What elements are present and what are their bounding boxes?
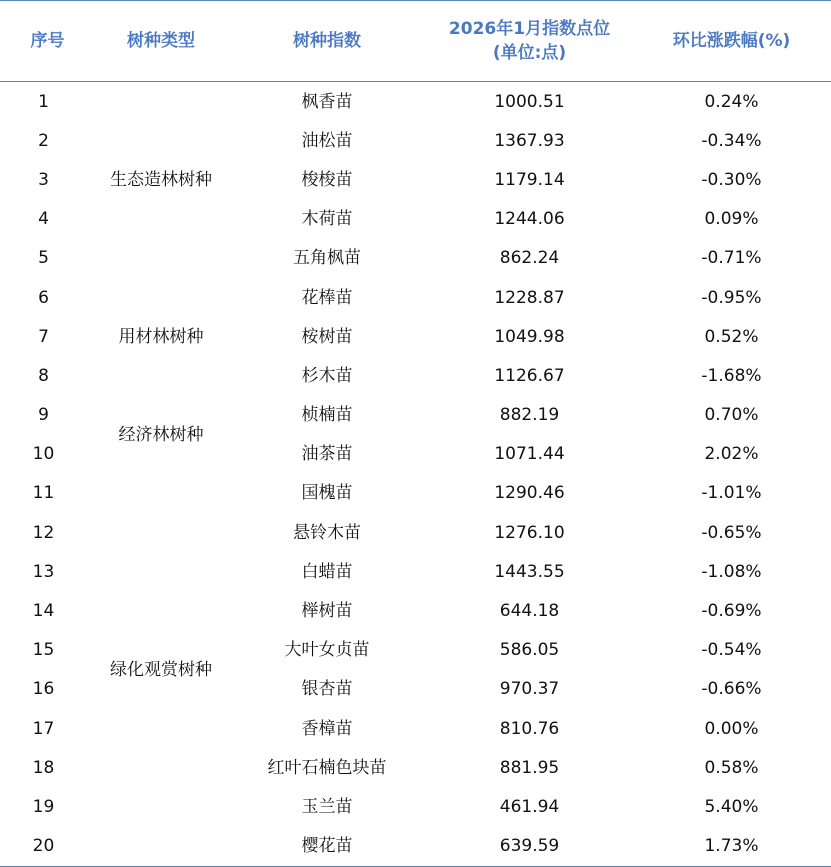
row-number: 9	[38, 405, 49, 426]
index-points: 1244.06	[494, 209, 565, 230]
species-name: 油茶苗	[301, 444, 353, 465]
month-change: 1.73%	[704, 836, 759, 857]
row-number: 20	[32, 836, 55, 857]
month-change: 0.70%	[704, 405, 759, 426]
row-number: 13	[32, 561, 55, 582]
row-number: 10	[32, 444, 55, 465]
month-change: -0.71%	[701, 248, 762, 269]
month-change: 2.02%	[704, 444, 759, 465]
species-name: 大叶女贞苗	[284, 640, 370, 661]
month-change: -0.95%	[701, 287, 762, 308]
header-points	[427, 1, 632, 82]
table-body	[0, 82, 831, 867]
table-row	[0, 278, 831, 317]
month-change: -1.68%	[701, 365, 762, 386]
row-number: 3	[38, 169, 49, 190]
index-points: 461.94	[499, 796, 560, 817]
row-number: 5	[38, 248, 49, 269]
month-change: -0.66%	[701, 679, 762, 700]
month-change: -0.54%	[701, 640, 762, 661]
index-points: 1367.93	[494, 130, 565, 151]
row-number: 6	[38, 287, 49, 308]
row-number: 2	[38, 130, 49, 151]
species-name: 悬铃木苗	[293, 522, 361, 543]
header-points-unit: (单位:点)	[492, 43, 567, 63]
species-name: 梭梭苗	[301, 169, 353, 190]
index-points: 970.37	[499, 679, 560, 700]
index-points: 810.76	[499, 718, 560, 739]
index-points: 881.95	[499, 757, 560, 778]
tree-type-cell: 生态造林树种	[110, 169, 212, 190]
row-number: 1	[38, 91, 49, 112]
index-points: 1276.10	[494, 522, 565, 543]
species-name: 红叶石楠色块苗	[267, 757, 387, 778]
index-points: 1228.87	[494, 287, 565, 308]
month-change: -0.65%	[701, 522, 762, 543]
index-points: 1443.55	[494, 561, 565, 582]
month-change: 5.40%	[704, 796, 759, 817]
month-change: -1.01%	[701, 483, 762, 504]
species-name: 香樟苗	[301, 718, 353, 739]
index-points: 639.59	[499, 836, 560, 857]
row-number: 8	[38, 365, 49, 386]
row-number: 14	[32, 601, 55, 622]
species-name: 花棒苗	[301, 287, 353, 308]
header-no: 序号	[0, 1, 95, 82]
row-number: 4	[38, 209, 49, 230]
species-name: 玉兰苗	[301, 796, 353, 817]
species-name: 国槐苗	[301, 483, 353, 504]
month-change: 0.09%	[704, 209, 759, 230]
index-points: 862.24	[499, 248, 560, 269]
month-change: 0.24%	[704, 91, 759, 112]
header-change: 环比涨跌幅(%)	[632, 1, 831, 82]
species-name: 银杏苗	[301, 679, 353, 700]
species-name: 油松苗	[301, 130, 353, 151]
tree-type-cell: 用材林树种	[118, 326, 204, 347]
month-change: 0.00%	[704, 718, 759, 739]
table-row	[0, 474, 831, 513]
row-number: 11	[32, 483, 55, 504]
header-row	[0, 1, 831, 82]
species-name: 桢楠苗	[301, 405, 353, 426]
month-change: 0.58%	[704, 757, 759, 778]
header-points-title: 2026年1月指数点位	[448, 19, 611, 39]
tree-type-cell: 经济林树种	[118, 424, 204, 445]
row-number: 19	[32, 796, 55, 817]
row-number: 18	[32, 757, 55, 778]
species-name: 杉木苗	[301, 365, 353, 386]
index-points: 1290.46	[494, 483, 565, 504]
row-number: 7	[38, 326, 49, 347]
species-name: 桉树苗	[301, 326, 353, 347]
index-points: 1049.98	[494, 326, 565, 347]
row-number: 12	[32, 522, 55, 543]
month-change: 0.52%	[704, 326, 759, 347]
species-name: 枫香苗	[301, 91, 353, 112]
species-name: 榉树苗	[301, 601, 353, 622]
species-name: 樱花苗	[301, 836, 353, 857]
header-type: 树种类型	[95, 1, 227, 82]
row-number: 17	[32, 718, 55, 739]
row-number: 15	[32, 640, 55, 661]
index-points: 1000.51	[494, 91, 565, 112]
index-points: 1179.14	[494, 169, 565, 190]
species-name: 木荷苗	[301, 209, 353, 230]
index-points: 644.18	[499, 601, 560, 622]
month-change: -1.08%	[701, 561, 762, 582]
month-change: -0.34%	[701, 130, 762, 151]
index-points: 586.05	[499, 640, 560, 661]
month-change: -0.69%	[701, 601, 762, 622]
table-row	[0, 82, 831, 122]
index-points: 1071.44	[494, 444, 565, 465]
index-points: 1126.67	[494, 365, 565, 386]
month-change: -0.30%	[701, 169, 762, 190]
species-name: 白蜡苗	[301, 561, 353, 582]
row-number: 16	[32, 679, 55, 700]
species-name: 五角枫苗	[293, 248, 361, 269]
tree-type-cell: 绿化观赏树种	[110, 659, 212, 680]
table-row	[0, 396, 831, 435]
index-points: 882.19	[499, 405, 560, 426]
header-index: 树种指数	[227, 1, 427, 82]
